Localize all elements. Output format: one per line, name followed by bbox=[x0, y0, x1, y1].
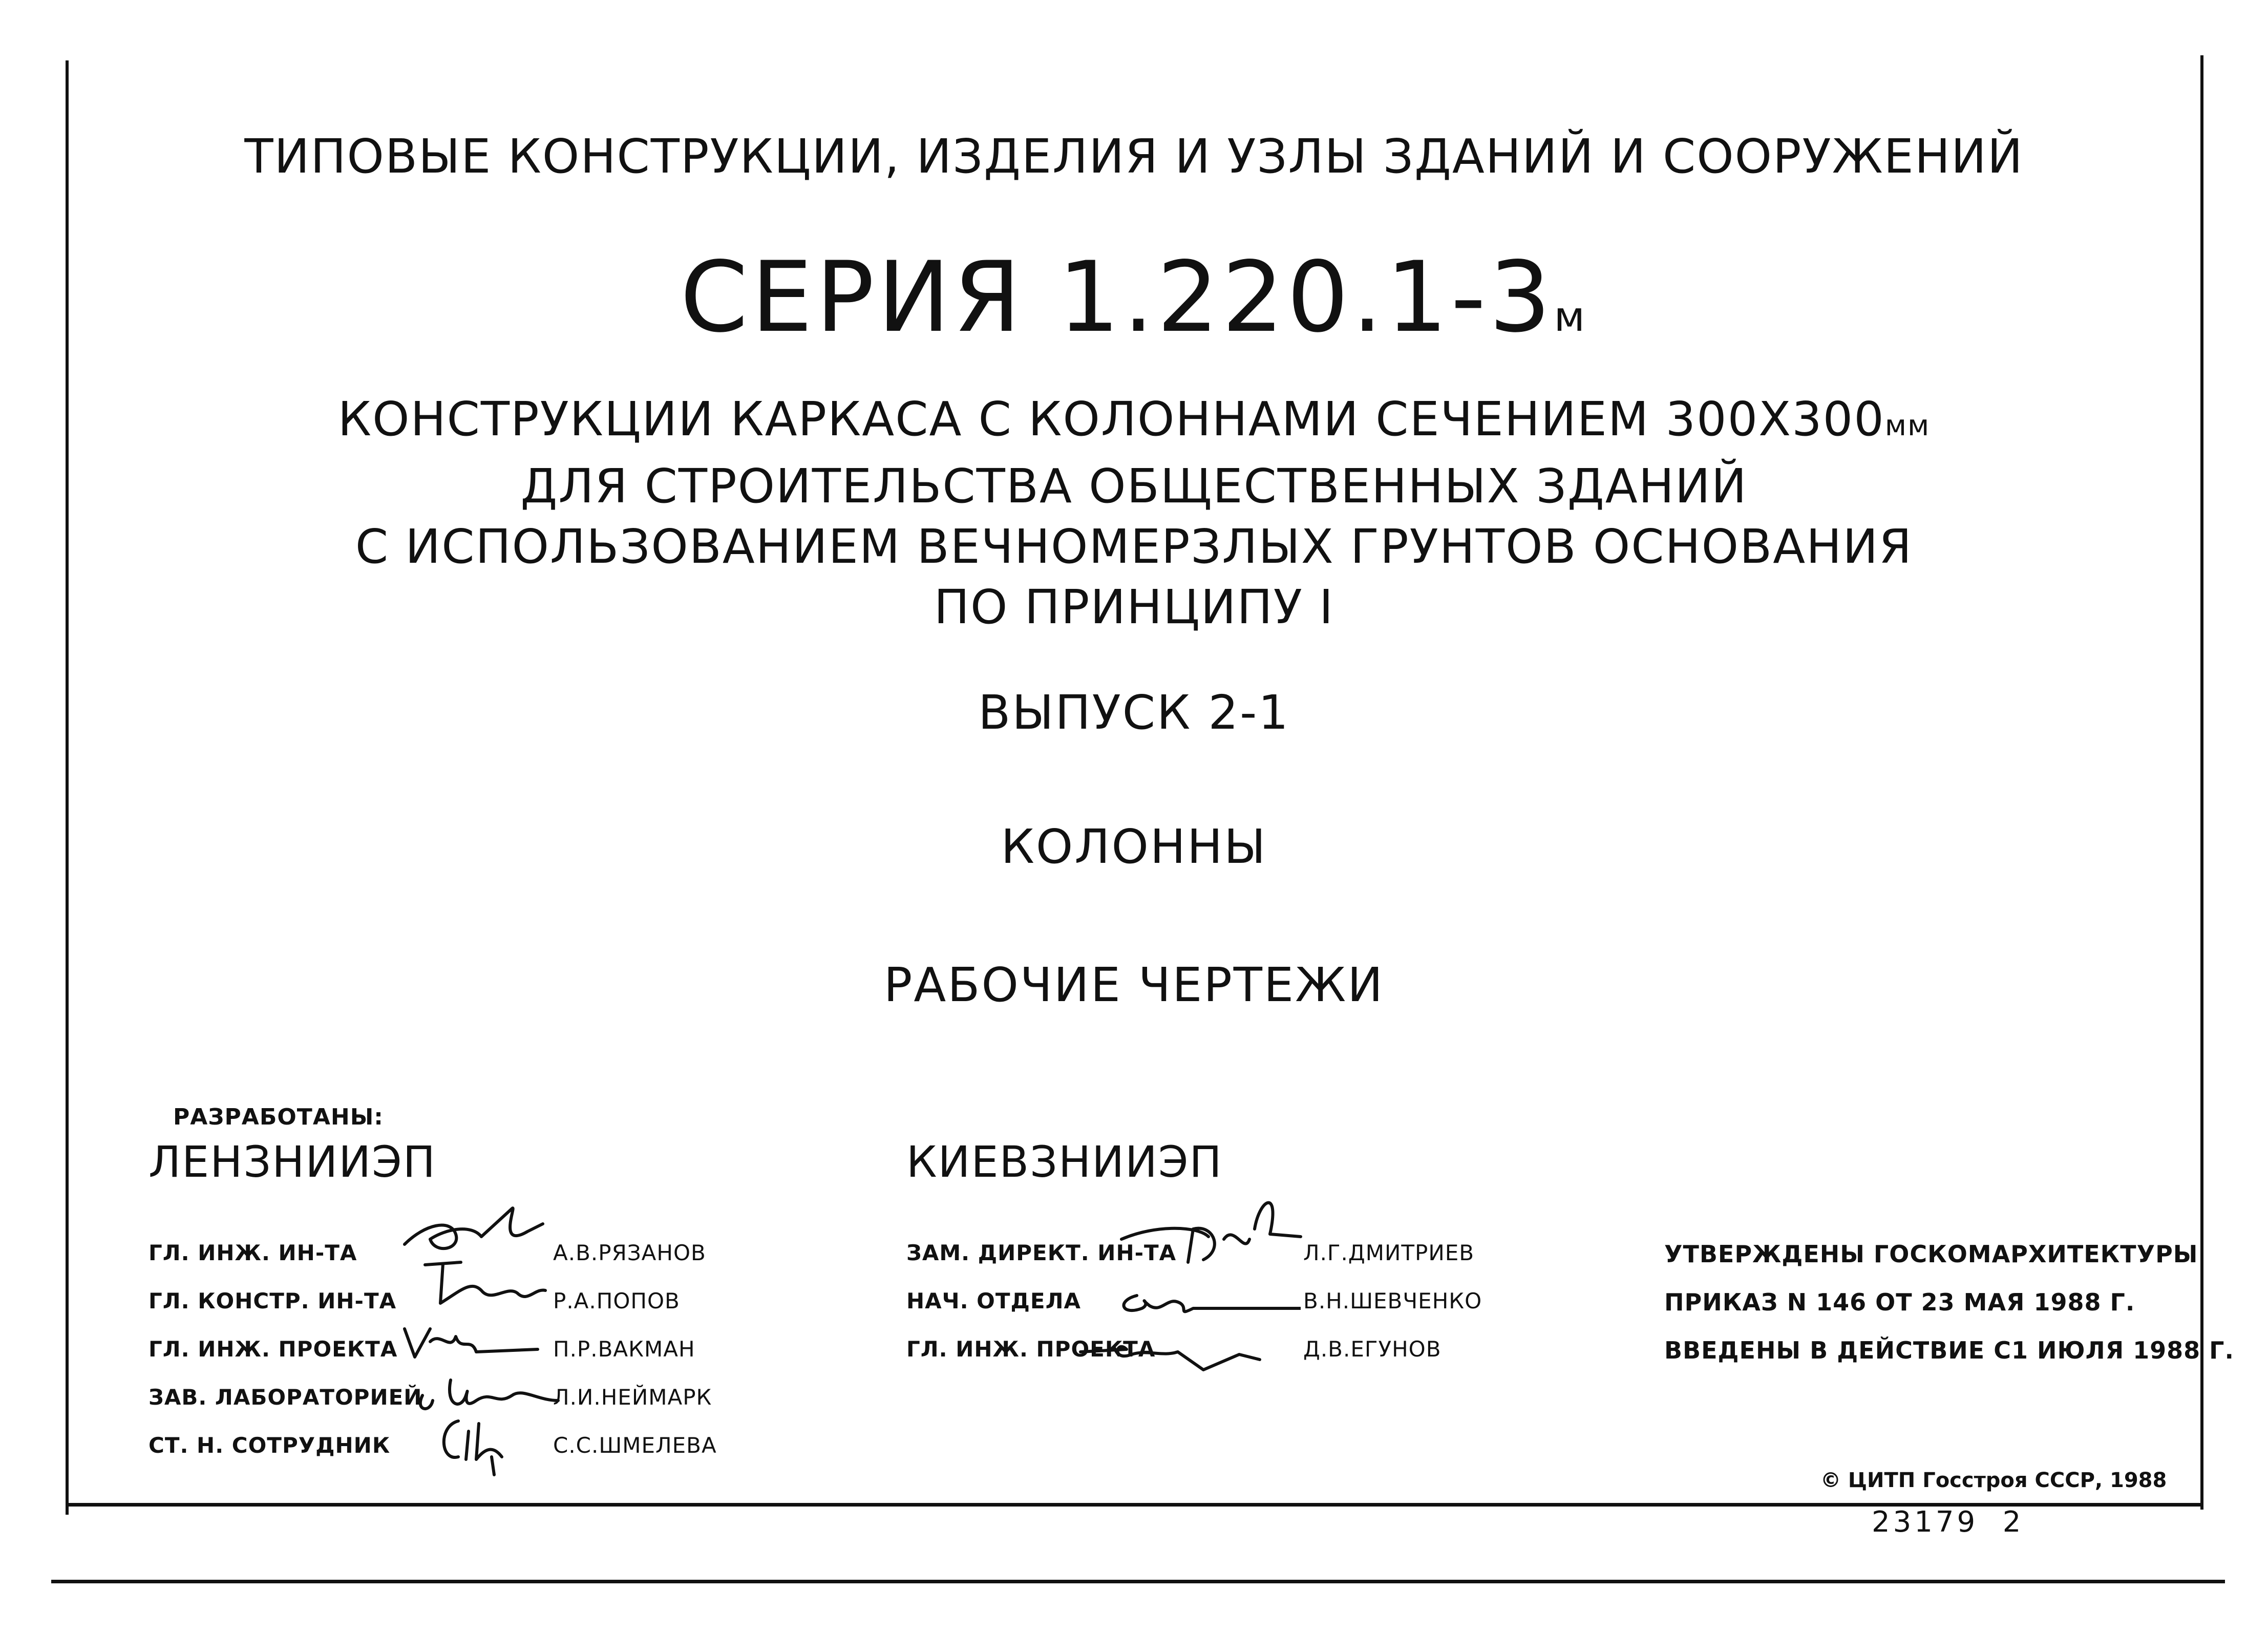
document-type: РАБОЧИЕ ЧЕРТЕЖИ bbox=[883, 958, 1385, 1012]
left-role-1: ГЛ. ИНЖ. ИН-ТА bbox=[149, 1240, 357, 1265]
left-person-2: Р.А.ПОПОВ bbox=[553, 1288, 680, 1313]
header-title: ТИПОВЫЕ КОНСТРУКЦИИ, ИЗДЕЛИЯ И УЗЛЫ ЗДАНИЙ И СООРУЖЕНИЙ bbox=[244, 129, 2024, 184]
signature-ryazanov bbox=[394, 1188, 548, 1265]
subtitle-line-4: ПО ПРИНЦИПУ I bbox=[934, 580, 1334, 634]
left-person-3: П.Р.ВАКМАН bbox=[553, 1337, 695, 1362]
left-person-4: Л.И.НЕЙМАРК bbox=[553, 1385, 712, 1410]
signature-vakman bbox=[394, 1321, 553, 1367]
signature-popov bbox=[415, 1255, 548, 1316]
right-person-2: В.Н.ШЕВЧЕНКО bbox=[1303, 1288, 1482, 1313]
subtitle-line-2: ДЛЯ СТРОИТЕЛЬСТВА ОБЩЕСТВЕННЫХ ЗДАНИЙ bbox=[520, 459, 1748, 514]
left-role-4: ЗАВ. ЛАБОРАТОРИЕЙ bbox=[149, 1385, 422, 1410]
right-person-3: Д.В.ЕГУНОВ bbox=[1303, 1337, 1442, 1362]
org-right-name: КИЕВЗНИИЭП bbox=[906, 1137, 1223, 1187]
left-role-2: ГЛ. КОНСТР. ИН-ТА bbox=[149, 1288, 397, 1313]
approval-line-2: ПРИКАЗ N 146 ОТ 23 МАЯ 1988 Г. bbox=[1664, 1288, 2135, 1316]
org-left-name: ЛЕНЗНИИЭП bbox=[149, 1137, 436, 1187]
page-bottom-line bbox=[51, 1580, 2225, 1583]
series-label: СЕРИЯ 1.220.1-3 bbox=[680, 241, 1554, 354]
left-person-5: С.С.ШМЕЛЕВА bbox=[553, 1433, 717, 1458]
approval-line-1: УТВЕРЖДЕНЫ ГОСКОМАРХИТЕКТУРЫ bbox=[1664, 1240, 2198, 1268]
right-role-2: НАЧ. ОТДЕЛА bbox=[906, 1288, 1082, 1313]
subtitle-line-1: КОНСТРУКЦИИ КАРКАСА С КОЛОННАМИ СЕЧЕНИЕМ 300Х300 bbox=[337, 392, 1885, 447]
series-title bbox=[0, 241, 2268, 354]
subtitle-block bbox=[0, 389, 2268, 638]
subtitle-unit: мм bbox=[1884, 409, 1931, 442]
document-number: 23179 2 bbox=[1872, 1505, 2024, 1539]
signature-egunov bbox=[1075, 1326, 1311, 1388]
subtitle-line-3: С ИСПОЛЬЗОВАНИЕМ ВЕЧНОМЕРЗЛЫХ ГРУНТОВ ОСНОВАНИЯ bbox=[355, 519, 1913, 574]
left-role-3: ГЛ. ИНЖ. ПРОЕКТА bbox=[149, 1337, 398, 1362]
approval-line-3: ВВЕДЕНЫ В ДЕЙСТВИЕ С1 ИЮЛЯ 1988 Г. bbox=[1664, 1337, 2234, 1364]
signature-dmitriev bbox=[1116, 1168, 1306, 1270]
right-person-1: Л.Г.ДМИТРИЕВ bbox=[1303, 1240, 1475, 1265]
section-title: КОЛОННЫ bbox=[1001, 819, 1267, 874]
signature-shevchenko bbox=[1106, 1280, 1301, 1321]
developed-label: РАЗРАБОТАНЫ: bbox=[173, 1104, 384, 1130]
left-role-5: СТ. Н. СОТРУДНИК bbox=[149, 1433, 391, 1458]
signature-shmeleva bbox=[435, 1411, 517, 1477]
right-role-1: ЗАМ. ДИРЕКТ. ИН-ТА bbox=[906, 1240, 1177, 1265]
copyright-note: © ЦИТП Госстроя СССР, 1988 bbox=[1820, 1469, 2167, 1492]
issue-number: ВЫПУСК 2-1 bbox=[978, 685, 1290, 740]
left-person-1: А.В.РЯЗАНОВ bbox=[553, 1240, 706, 1265]
right-role-3: ГЛ. ИНЖ. ПРОЕКТА bbox=[906, 1337, 1156, 1362]
series-suffix: м bbox=[1554, 293, 1588, 341]
